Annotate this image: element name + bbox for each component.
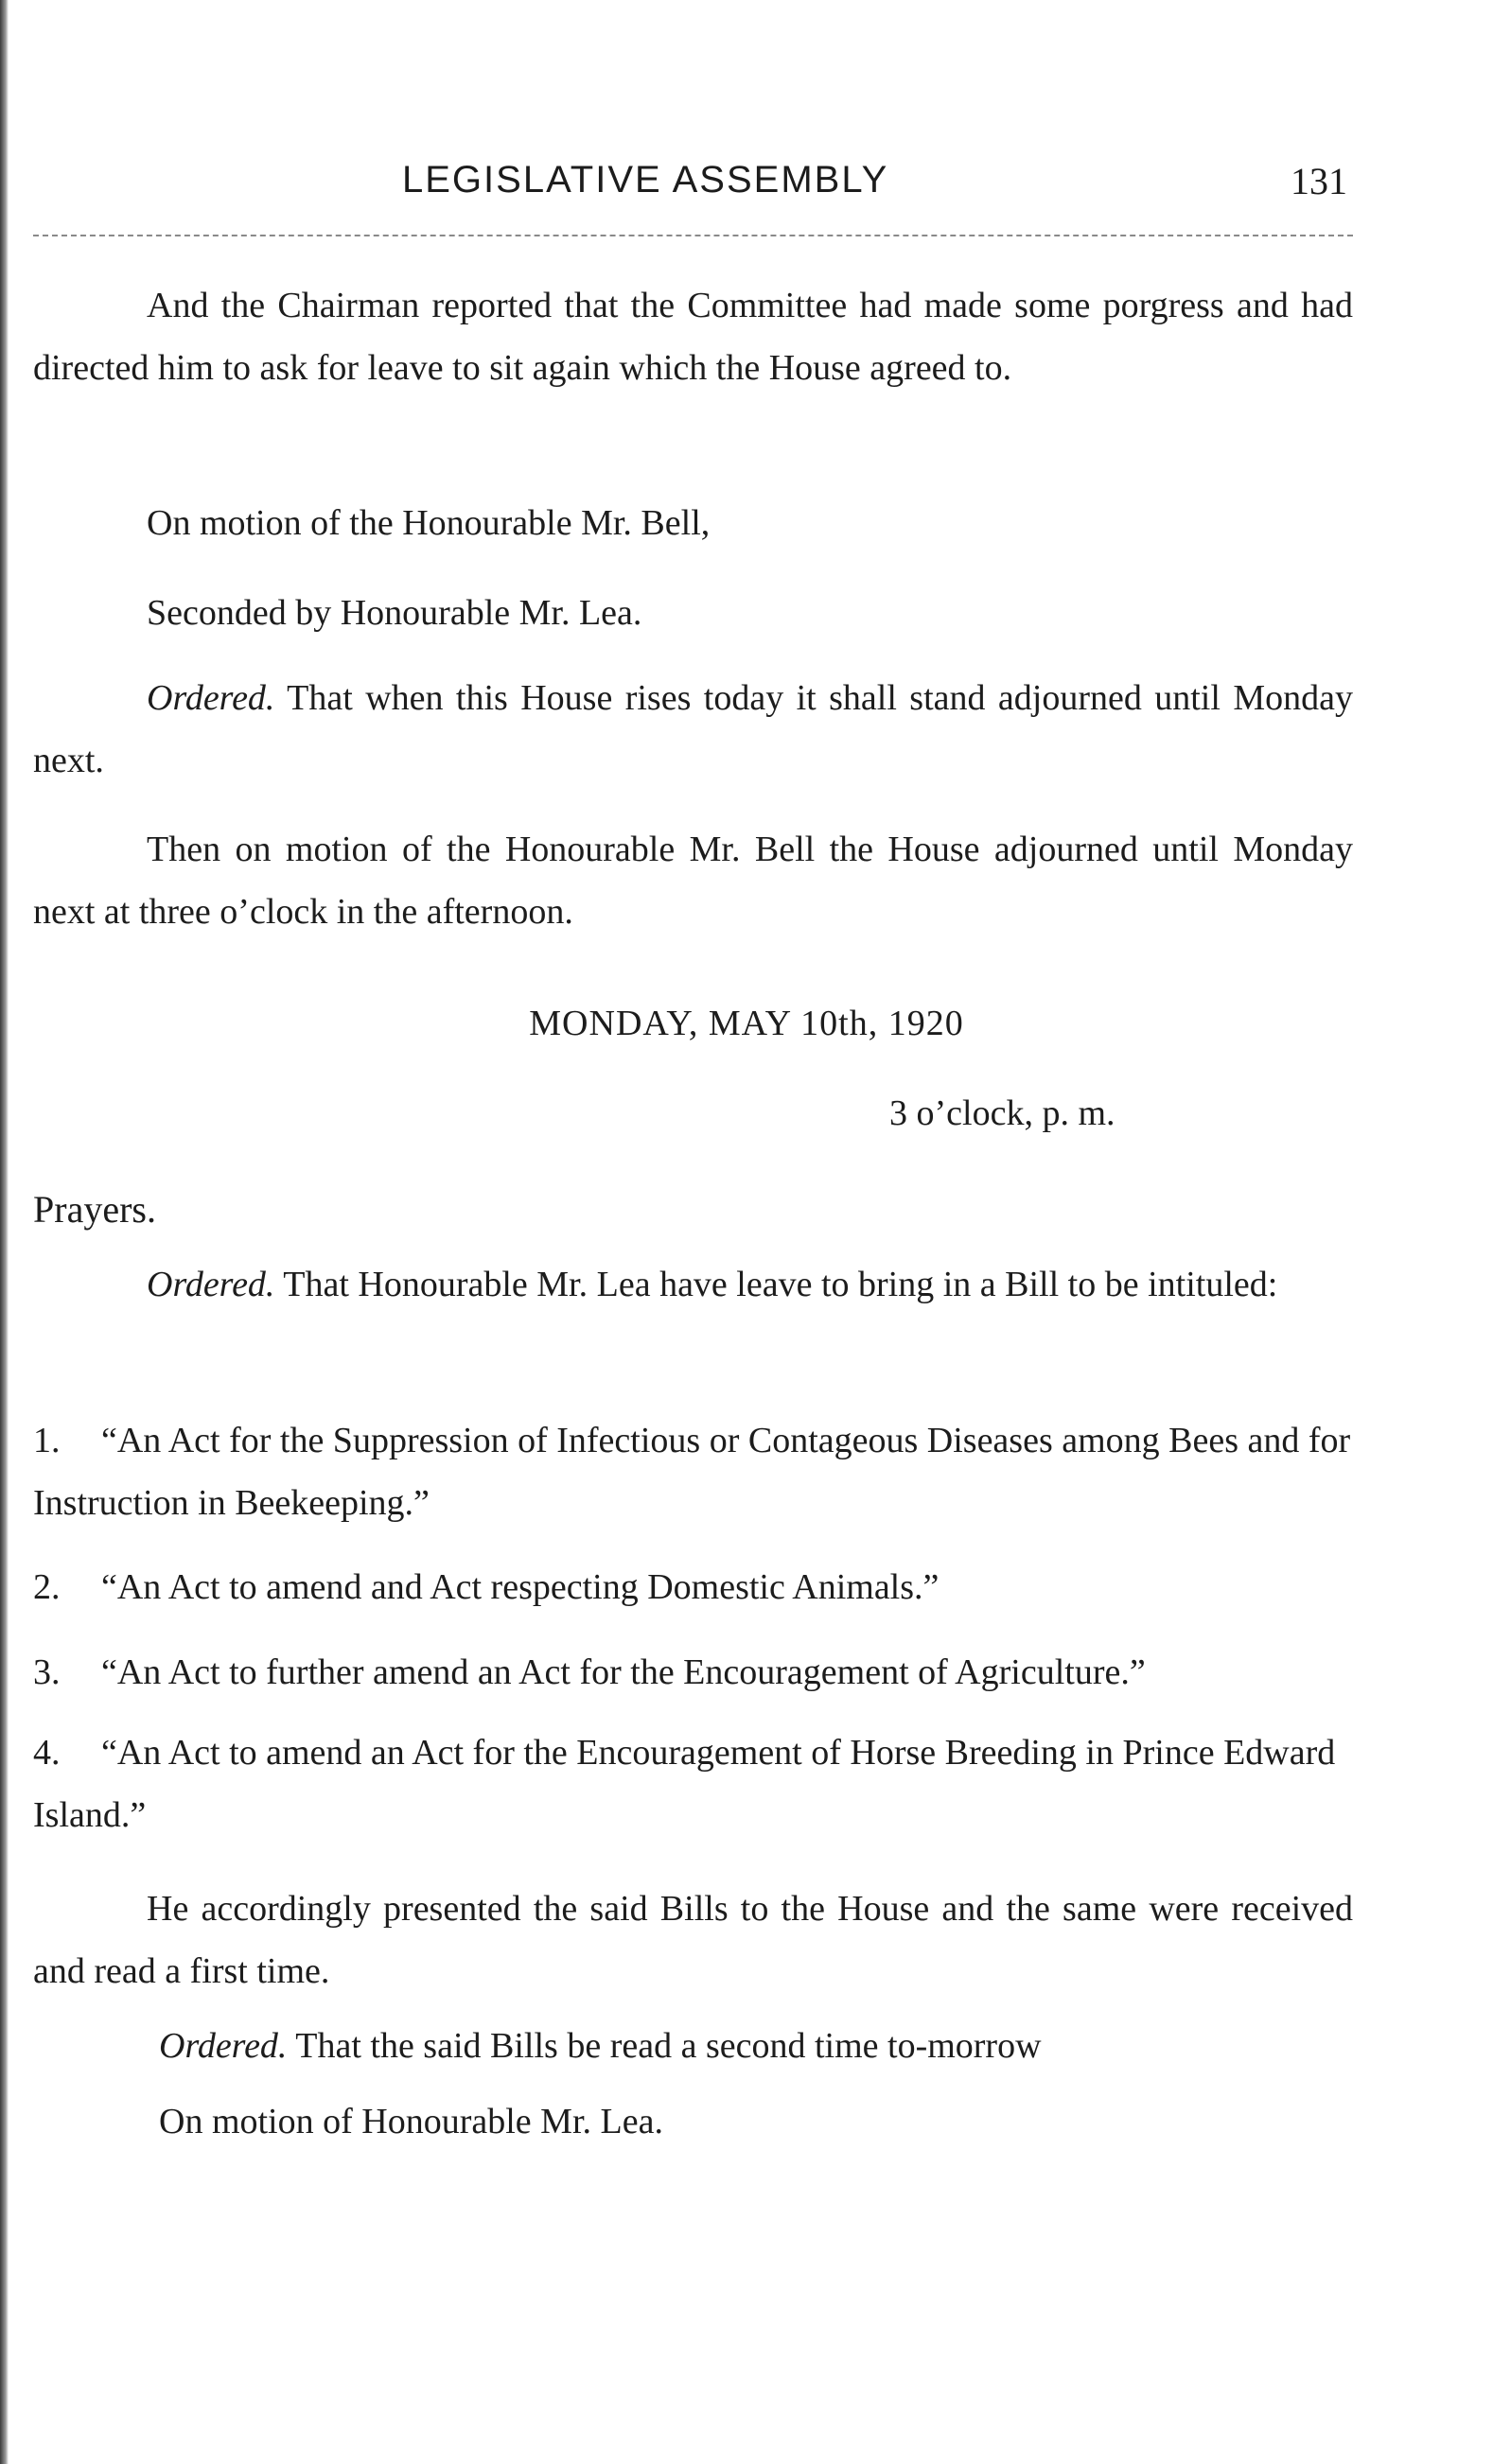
bill-title: “An Act to amend and Act respecting Domestic Animals.” <box>101 1567 940 1607</box>
session-time: 3 o’clock, p. m. <box>889 1093 1115 1133</box>
bill-list-item <box>33 1556 1353 1618</box>
bill-list-item <box>33 1641 1353 1704</box>
paragraph-ordered-adjourn <box>33 667 1353 792</box>
ordered-label: Ordered. <box>147 1265 275 1304</box>
header-rule <box>33 235 1353 236</box>
ordered-second-reading <box>159 2015 1042 2077</box>
bill-title: “An Act to amend an Act for the Encouragement of Horse Breeding in Prince Edward Island.” <box>33 1733 1336 1835</box>
bill-number: 3. <box>33 1652 61 1692</box>
paragraph-bills-presented: He accordingly presented the said Bills to the House and the same were received and read a first time. <box>33 1889 1353 1991</box>
running-head-title: LEGISLATIVE ASSEMBLY <box>402 159 889 201</box>
prayers-heading: Prayers. <box>33 1188 156 1231</box>
ordered-label: Ordered. <box>147 678 275 718</box>
paragraph-committee-report: And the Chairman reported that the Committee had made some porgress and had directed him to ask for leave to sit again which the House agreed to. <box>33 286 1353 388</box>
final-motion-lea: On motion of Honourable Mr. Lea. <box>159 2102 663 2141</box>
bill-list-item <box>33 1409 1353 1534</box>
ordered-text: That when this House rises today it shall stand adjourned until Monday next. <box>33 678 1353 780</box>
ordered-text: That Honourable Mr. Lea have leave to bring in a Bill to be intituled: <box>274 1265 1278 1304</box>
ordered-text: That the said Bills be read a second time to-morrow <box>287 2026 1042 2066</box>
bill-number: 2. <box>33 1567 61 1607</box>
paragraph-seconded-lea: Seconded by Honourable Mr. Lea. <box>147 593 642 633</box>
bill-number: 4. <box>33 1733 61 1773</box>
paragraph-house-adjourned: Then on motion of the Honourable Mr. Bell the House adjourned until Monday next at three o’clock in the afternoon. <box>33 830 1353 932</box>
page-binding-edge <box>0 0 9 2464</box>
ordered-label: Ordered. <box>159 2026 288 2066</box>
bill-title: “An Act to further amend an Act for the Encouragement of Agriculture.” <box>101 1652 1146 1692</box>
paragraph-ordered-leave-bill <box>33 1253 1353 1316</box>
paragraph-motion-bell: On motion of the Honourable Mr. Bell, <box>147 503 711 543</box>
bill-list-item <box>33 1721 1353 1846</box>
bill-number: 1. <box>33 1421 61 1460</box>
session-date-heading: MONDAY, MAY 10th, 1920 <box>529 1004 964 1043</box>
bill-title: “An Act for the Suppression of Infectious or Contageous Diseases among Bees and for Instruction in Beekeeping.” <box>33 1421 1351 1523</box>
page-number: 131 <box>1291 160 1347 202</box>
page-header <box>0 159 1493 216</box>
